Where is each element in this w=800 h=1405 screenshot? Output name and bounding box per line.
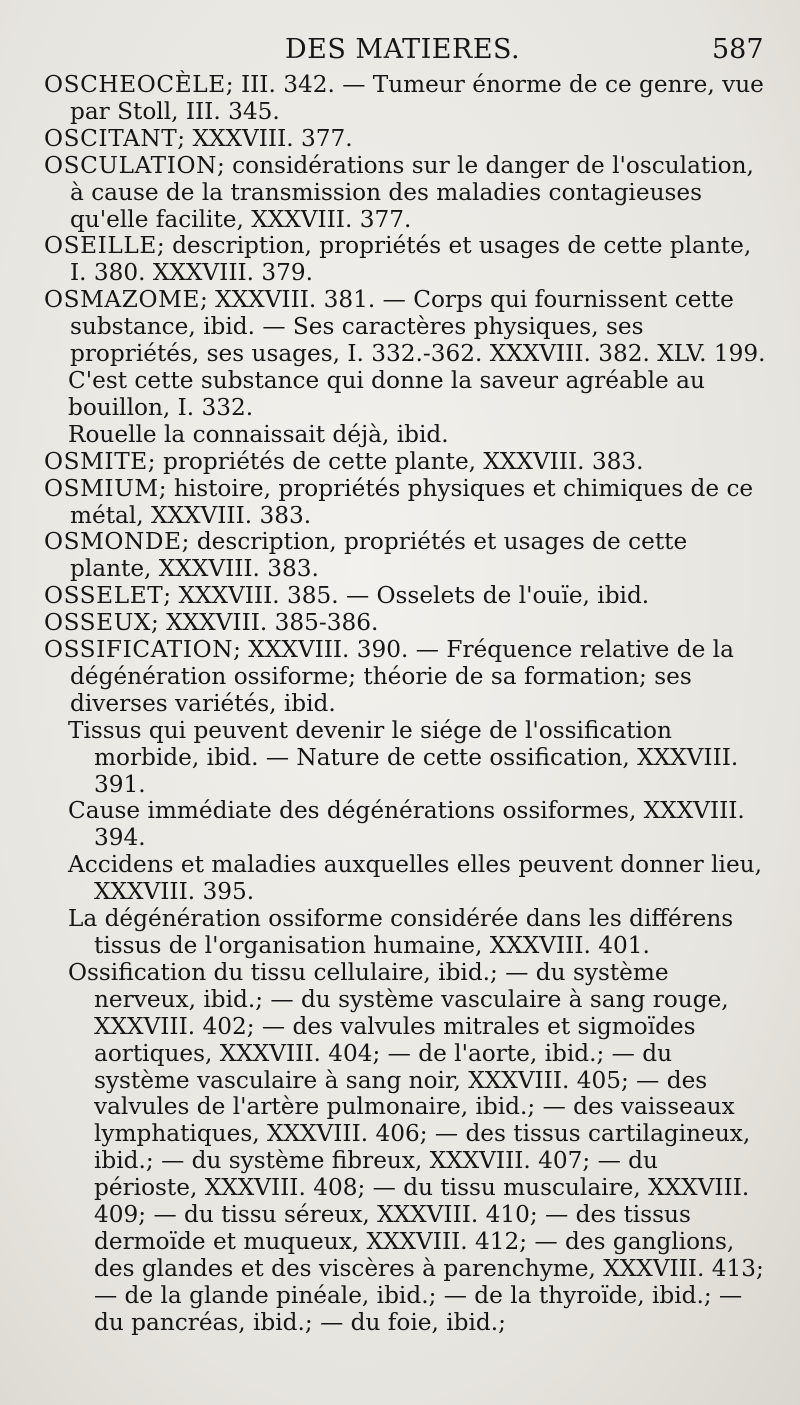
entry-head: OSCHEOCÈLE: [44, 71, 226, 98]
sub-entry: Ossification du tissu cellulaire, ibid.; — du système nerveux, ibid.; — du système vasculaire à sang rouge, XXXVIII. 402; — des valvules mitrales et sigmoïdes aortiques, XXXVIII. 404; — de l'aorte, ibid.; — du système vasculaire à sang noir, XXXVIII. 405; — des valvules de l'artère pulmonaire, ibid.; — des vaisseaux lymphatiques, XXXVIII. 406; — des tissus cartilagineux, ibid.; — du système fibreux, XXXVIII. 407; — du périoste, XXXVIII. 408; — du tissu musculaire, XXXVIII. 409; — du tissu séreux, XXXVIII. 410; — des tissus dermoïde et muqueux, XXXVIII. 412; — des ganglions, des glandes et des viscères à parenchyme, XXXVIII. 413; — de la glande pinéale, ibid.; — de la thyroïde, ibid.; — du pancréas, ibid.; — du foie, ibid.;: [68, 958, 764, 1336]
entry-head: OSSEUX: [44, 609, 151, 637]
sub-entry: La dégénération ossiforme considérée dans les différens tissus de l'organisation humaine, XXXVIII. 401.: [68, 905, 734, 959]
entry-text: ; XXXVIII. 381. — Corps qui fournissent cette substance, ibid. — Ses caractères physiques, ses propriétés, ses usages, I. 332.-362. XXXVIII. 382. XLV. 199.: [70, 286, 766, 368]
entry-head: OSMAZOME: [44, 286, 200, 314]
entry-text: ; considérations sur le danger de l'osculation, à cause de la transmission des maladies contagieuses qu'elle facilite, XXXVIII. 377.: [70, 151, 754, 233]
entry-text: ; description, propriétés et usages de cette plante, XXXVIII. 383.: [70, 528, 688, 583]
index-entry: [44, 153, 766, 234]
page-header: [0, 34, 800, 68]
index-entry: [44, 233, 766, 287]
entry-text: ; XXXVIII. 385-386.: [150, 609, 379, 637]
entry-text: ; III. 342. — Tumeur énorme de ce genre, vue par Stoll, III. 345.: [70, 71, 764, 125]
entry-text: ; propriétés de cette plante, XXXVIII. 383.: [147, 447, 644, 475]
sub-entry: C'est cette substance qui donne la saveur agréable au bouillon, I. 332.: [68, 366, 705, 421]
index-entry: [44, 610, 766, 637]
index-entry: [44, 637, 766, 718]
entry-head: OSMITE: [44, 447, 148, 475]
entry-head: OSCULATION: [44, 151, 217, 179]
index-entry: [44, 72, 766, 126]
sub-entry: Accidens et maladies auxquelles elles peuvent donner lieu, XXXVIII. 395.: [68, 851, 762, 906]
entry-text: ; description, propriétés et usages de cette plante, I. 380. XXXVIII. 379.: [70, 232, 752, 287]
entry-head: OSMONDE: [44, 528, 182, 556]
entry-head: OSSELET: [44, 582, 164, 610]
page-number: 587: [712, 34, 764, 65]
sub-entry: Rouelle la connaissait déjà, ibid.: [68, 420, 449, 448]
entry-head: OSSIFICATION: [44, 636, 234, 664]
index-body: [44, 72, 766, 1337]
index-entry: [44, 287, 766, 368]
sub-entry: Tissus qui peuvent devenir le siége de l'ossification morbide, ibid. — Nature de cette ossification, XXXVIII. 391.: [68, 716, 739, 798]
entry-text: ; XXXVIII. 385. — Osselets de l'ouïe, ibid.: [163, 582, 650, 610]
entry-head: OSEILLE: [44, 232, 157, 260]
entry-head: OSCITANT: [44, 124, 178, 152]
entry-text: ; histoire, propriétés physiques et chimiques de ce métal, XXXVIII. 383.: [70, 474, 754, 529]
sub-entry: Cause immédiate des dégénérations ossiformes, XXXVIII. 394.: [68, 797, 745, 852]
index-entry: [44, 449, 766, 476]
entry-head: OSMIUM: [44, 474, 159, 502]
index-entry: [44, 126, 766, 153]
index-entry: [44, 529, 766, 583]
entry-text: ; XXXVIII. 390. — Fréquence relative de la dégénération ossiforme; théorie de sa formation; ses diverses variétés, ibid.: [70, 636, 734, 717]
running-title: DES MATIERES.: [285, 34, 521, 65]
index-entry: [44, 583, 766, 610]
entry-text: ; XXXVIII. 377.: [177, 124, 353, 152]
index-entry: [44, 476, 766, 530]
